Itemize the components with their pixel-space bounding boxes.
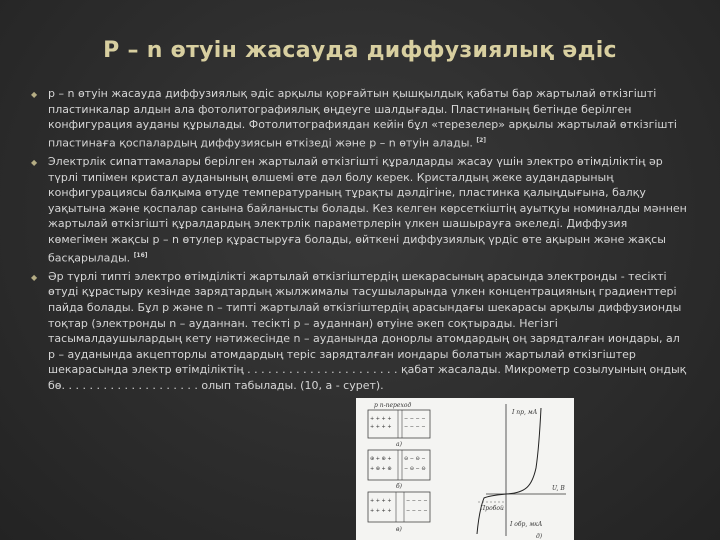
bullet-paragraph-2	[30, 154, 690, 266]
pn-junction-figure	[356, 398, 574, 540]
bullet-paragraph-1	[30, 86, 690, 151]
citation-1: [2]	[476, 136, 487, 144]
svg-text:+ ⊕ + ⊕: + ⊕ + ⊕	[370, 466, 392, 472]
bullet-marker-icon: ◆	[31, 90, 38, 99]
junction-panel-b	[368, 450, 430, 480]
svg-text:+ + + +: + + + +	[370, 498, 392, 504]
svg-text:− − − −: − − − −	[404, 424, 426, 430]
citation-2: [16]	[133, 251, 148, 259]
junction-panel-c	[368, 492, 430, 522]
panel-label-b: б)	[396, 483, 403, 490]
axis-label-forward-current: I пр, мА	[512, 409, 538, 416]
bullet-paragraph-3	[30, 269, 690, 394]
bullet-marker-icon: ◆	[31, 272, 38, 282]
slide-content	[30, 86, 690, 397]
svg-text:+ + + +: + + + +	[370, 424, 392, 430]
axis-label-voltage: U, B	[552, 485, 565, 492]
breakdown-label: Пробой	[480, 505, 504, 512]
svg-text:− − − −: − − − −	[404, 416, 426, 422]
figure-top-label: p n-переход	[374, 402, 412, 409]
svg-text:− ⊖ − ⊖: − ⊖ − ⊖	[404, 466, 426, 472]
bullet-text-3: Әр түрлі типті электро өтімділікті жартылай өткізгіштердің шекарасының арасында электронды - тесікті өтуді құрастыру кезінде зарядтардың жылжималы тасушыларында үлкен концентрацияның градиенттері пайда болады. Бұл p және n – типті жартылай өткізгіштердің арасындағы шекарасы арқылы диффузионды тоқтар (электронды n – ауданнан. тесікті p – ауданнан) өтуіне әкеп соқтырады. Негізгі тасымалдаушылардың кету нәтижесінде n – ауданында донорлы атомдардың оң зарядталған иондары, ал p – ауданында акцепторлы атомдардың теріс зарядталған иондары болатын жартылай өткізгіштер шекарасында электр өтімділіктің . . . . . . . . . . . . . . . . . . . . . . қабат жасалады. Микрометр созылуының ондық бө. . . . . . . . . . . . . . . . . . . . олып табылады. (10, а - сурет).	[48, 269, 687, 392]
bullet-text-1: p – n өтуін жасауда диффузиялық әдіс арқылы қорғайтын қышқылдық қабаты бар жартылай өткізгішті пластинкалар алдын ала фотолитографиялық өңдеуге шалдығады. Пластинаның бетінде берілген конфигурация ауданы құрылады. Фотолитографиядан кейін бұл «терезелер» арқылы жартылай өткізгішті пластинаға қоспалардың диффузиясын өткізеді және p – n өтуін алады.	[48, 87, 677, 150]
svg-text:+ + + +: + + + +	[370, 416, 392, 422]
panel-label-a: а)	[396, 441, 402, 448]
svg-text:⊕ + ⊕ +: ⊕ + ⊕ +	[370, 456, 392, 462]
panel-label-d: д)	[536, 533, 543, 540]
svg-text:− − − −: − − − −	[406, 498, 428, 504]
svg-text:− − − −: − − − −	[406, 508, 428, 514]
junction-panel-a	[368, 410, 430, 438]
bullet-marker-icon: ◆	[31, 158, 38, 168]
svg-text:⊖ − ⊖ −: ⊖ − ⊖ −	[404, 456, 426, 462]
slide-title: P – n өтуін жасауда диффузиялық әдіс	[103, 38, 617, 63]
bullet-text-2: Электрлік сипаттамалары берілген жартылай өткізгішті құралдарды жасау үшін электро өтімділіктің әр түрлі типімен кристал ауданының өлшемі өте дәл болу керек. Кристалдың жеке аудандарының конфигурациясы балқыма өтуде температураның тұрақты дәлдігіне, пластинка қалыңдығына, балқу уақытына және қоспалар санына байланысты болады. Кез келген көрсеткіштің ауытқуы номиналды мәннен жартылай өткізгішті құралдардың электрлік параметрлерін үлкен шашырауға әкеледі. Диффузия көмегімен жақсы p – n өтулер құрастыруға болады, өйткені диффузиялық үрдіс өте ақырын және жақсы басқарылады.	[48, 155, 687, 265]
svg-text:+ + + +: + + + +	[370, 508, 392, 514]
axis-label-reverse-current: I обр, мкА	[510, 521, 543, 528]
pn-junction-diagram	[356, 398, 574, 540]
iv-characteristic-plot	[477, 404, 566, 536]
panel-label-c: в)	[396, 526, 402, 533]
